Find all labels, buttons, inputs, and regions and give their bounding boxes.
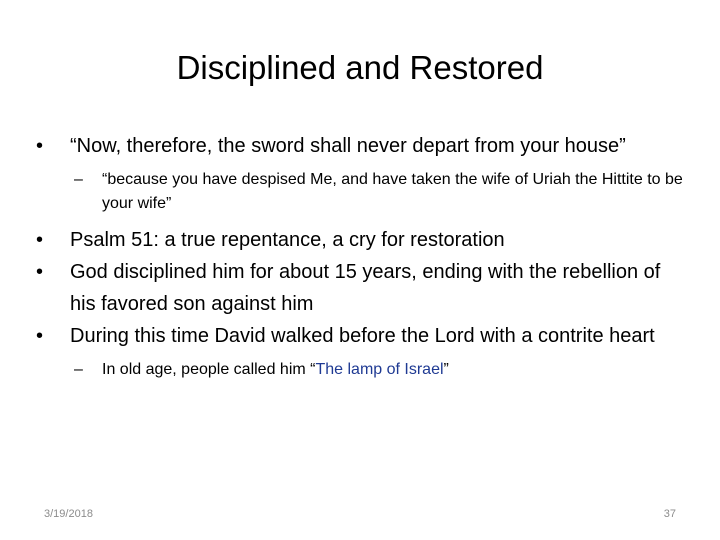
dash-icon: – — [74, 361, 83, 378]
bullet-item — [36, 320, 686, 352]
footer-page-number: 37 — [663, 508, 676, 520]
bullet-text: “Now, therefore, the sword shall never depart from your house” — [70, 135, 626, 157]
sub-bullet-item — [36, 168, 686, 216]
sub-bullet-text — [102, 361, 449, 378]
sub-bullet-item — [36, 358, 686, 382]
bullet-item — [36, 130, 686, 162]
lamp-of-israel-highlight: The lamp of Israel — [315, 361, 444, 378]
slide-title: Disciplined and Restored — [176, 49, 544, 86]
bullet-text: During this time David walked before the Lord with a contrite heart — [70, 325, 655, 347]
quote-prefix: In old age, people called him “ — [102, 361, 316, 378]
bullet-icon: • — [36, 229, 44, 251]
dash-icon: – — [74, 171, 83, 188]
bullet-icon: • — [36, 261, 44, 283]
bullet-item — [36, 256, 686, 320]
sub-bullet-text: “because you have despised Me, and have taken the wife of Uriah the Hittite to be your wife” — [102, 171, 683, 212]
bullet-text: God disciplined him for about 15 years, ending with the rebellion of his favored son against him — [70, 261, 661, 315]
quote-suffix: ” — [443, 361, 449, 378]
bullet-icon: • — [36, 135, 44, 157]
slide-content — [36, 130, 686, 382]
footer-date: 3/19/2018 — [44, 508, 93, 520]
bullet-item — [36, 224, 686, 256]
bullet-icon: • — [36, 325, 44, 347]
bullet-text: Psalm 51: a true repentance, a cry for restoration — [70, 229, 505, 251]
